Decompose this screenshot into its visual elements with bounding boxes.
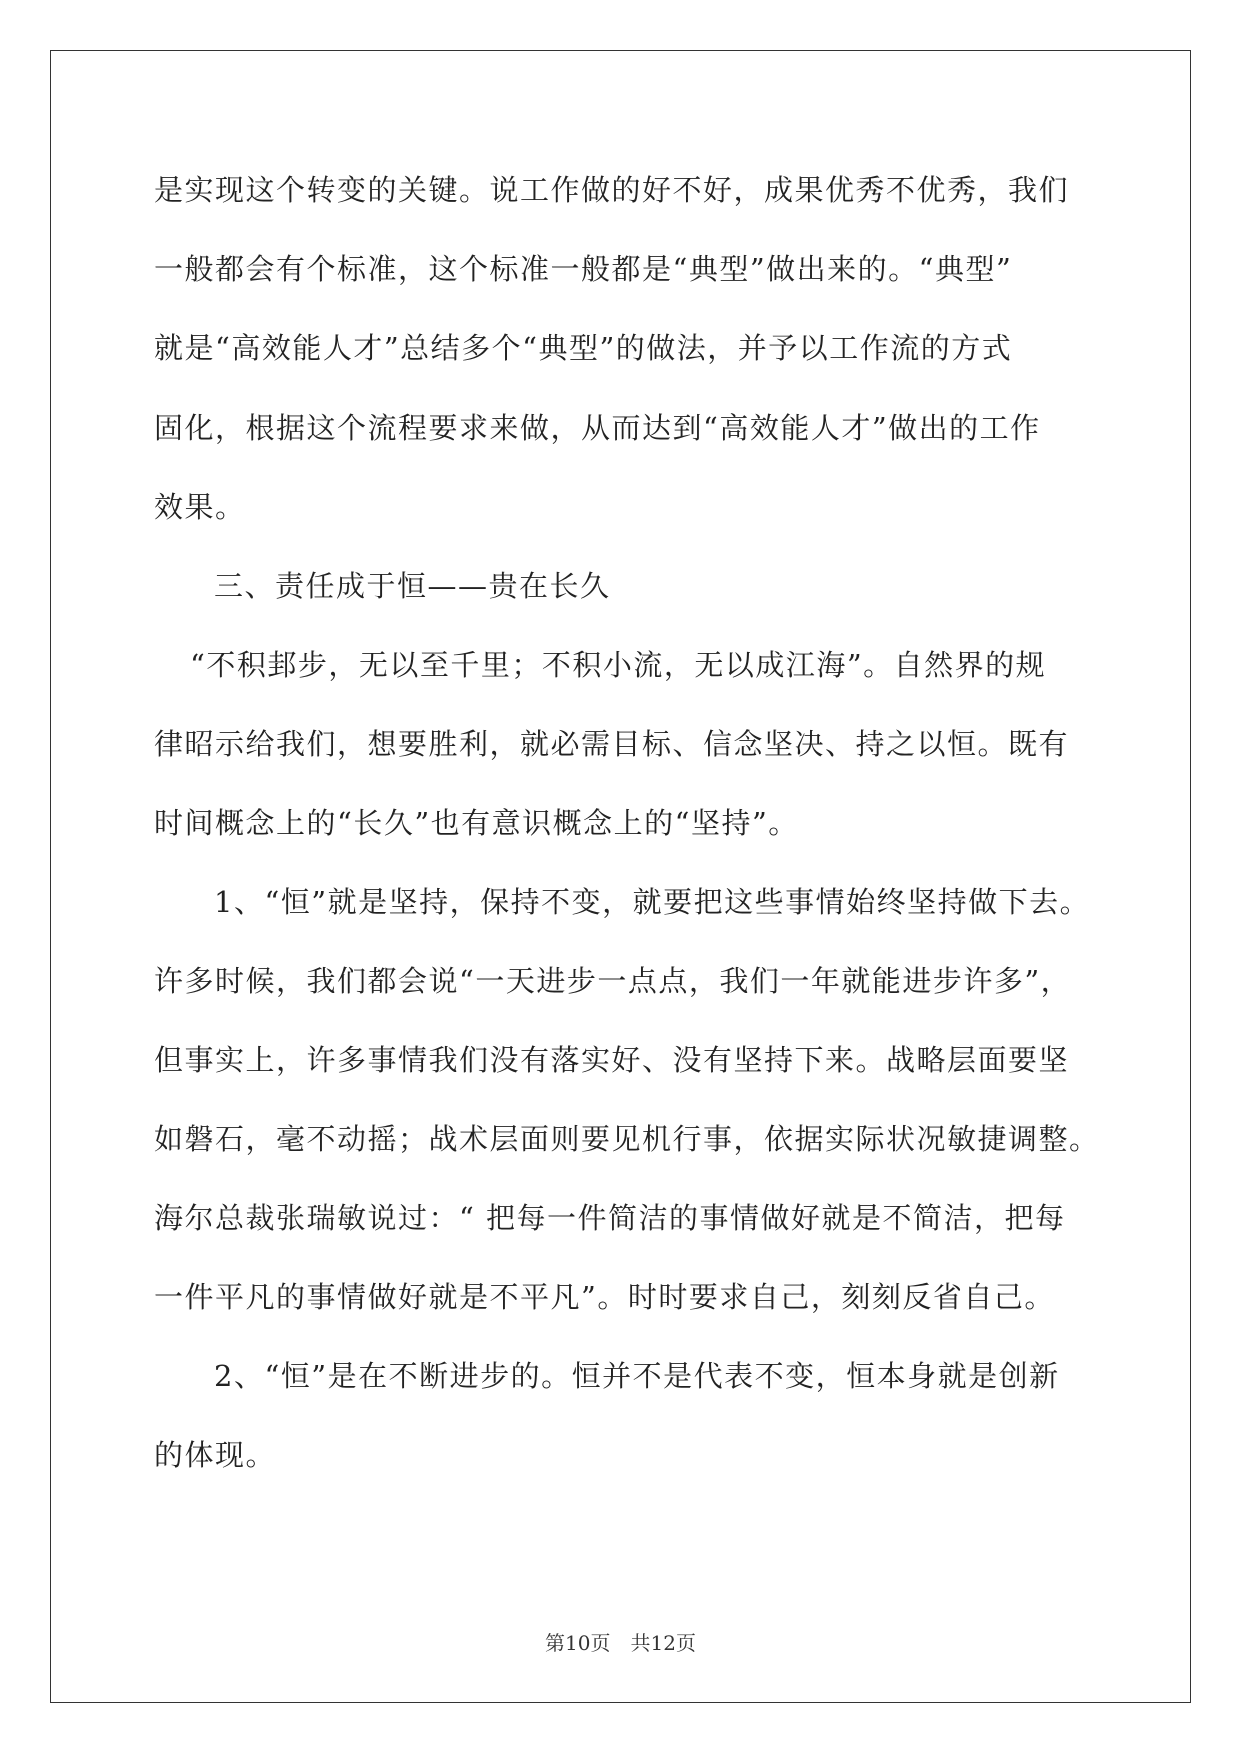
body-text-line: 就是“高效能人才”总结多个“典型”的做法，并予以工作流的方式 bbox=[154, 331, 1013, 365]
body-text-line: 的体现。 bbox=[154, 1438, 277, 1472]
body-text-line: 一般都会有个标准，这个标准一般都是“典型”做出来的。“典型” bbox=[154, 252, 1013, 286]
body-text-line: 但事实上，许多事情我们没有落实好、没有坚持下来。战略层面要坚 bbox=[154, 1043, 1070, 1077]
body-text-line: “不积邽步，无以至千里；不积小流，无以成江海”。自然界的规 bbox=[190, 648, 1047, 682]
body-text-line: 是实现这个转变的关键。说工作做的好不好，成果优秀不优秀，我们 bbox=[154, 173, 1070, 207]
body-text-line: 一件平凡的事情做好就是不平凡”。时时要求自己，刻刻反省自己。 bbox=[154, 1280, 1055, 1314]
body-text-line: 固化，根据这个流程要求来做，从而达到“高效能人才”做出的工作 bbox=[154, 411, 1041, 445]
body-text-line: 2、“恒”是在不断进步的。恒并不是代表不变，恒本身就是创新 bbox=[214, 1359, 1060, 1393]
body-text-line: 效果。 bbox=[154, 490, 246, 524]
body-text-line: 时间概念上的“长久”也有意识概念上的“坚持”。 bbox=[154, 806, 799, 840]
body-text-line: 1、“恒”就是坚持，保持不变，就要把这些事情始终坚持做下去。 bbox=[214, 885, 1091, 919]
body-text-line: 许多时候，我们都会说“一天进步一点点，我们一年就能进步许多”， bbox=[154, 964, 1072, 998]
body-text-line: 律昭示给我们，想要胜利，就必需目标、信念坚决、持之以恒。既有 bbox=[154, 727, 1070, 761]
page-number-footer: 第10页 共12页 bbox=[545, 1631, 696, 1655]
body-text-line: 如磐石，毫不动摇；战术层面则要见机行事，依据实际状况敏捷调整。 bbox=[154, 1122, 1100, 1156]
section-heading: 三、责任成于恒——贵在长久 bbox=[214, 569, 611, 603]
body-text-line: 海尔总裁张瑞敏说过：“ 把每一件简洁的事情做好就是不简洁，把每 bbox=[154, 1201, 1066, 1235]
